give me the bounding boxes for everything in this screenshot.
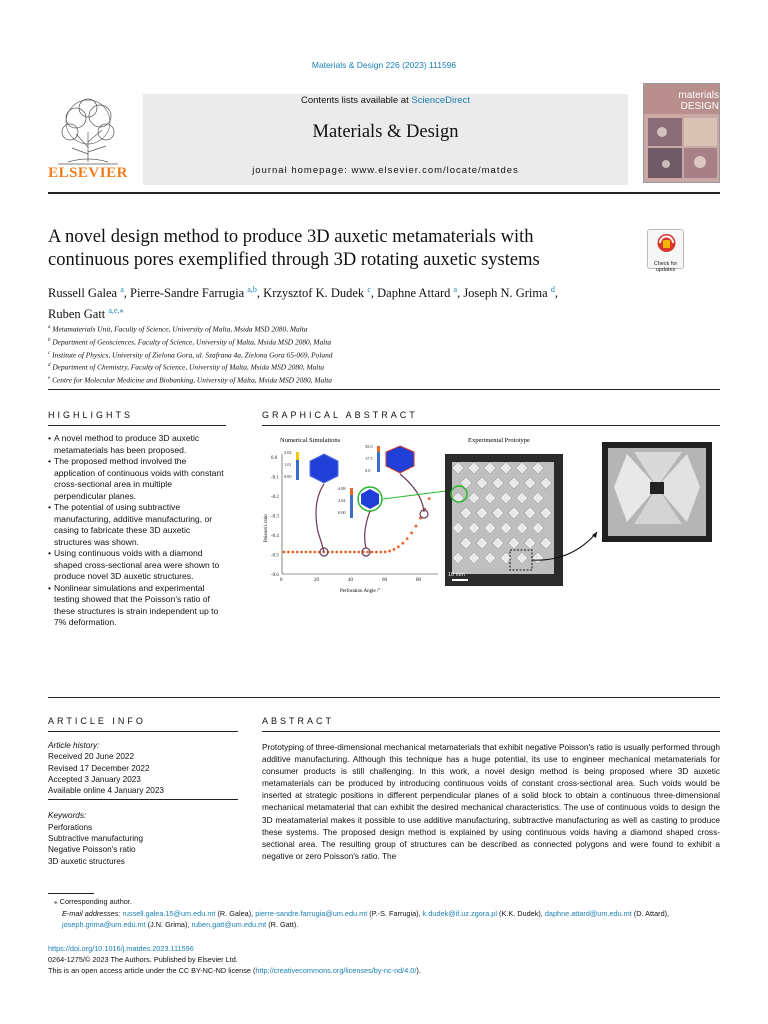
data-point bbox=[410, 531, 413, 534]
affiliation-text: Centre for Molecular Medicine and Biobanking, University of Malta, Msida MSD 2080, Malta bbox=[50, 375, 332, 385]
history-entry: Available online 4 January 2023 bbox=[48, 786, 164, 796]
data-point bbox=[300, 551, 303, 554]
history-entry: Received 20 June 2022 bbox=[48, 752, 135, 762]
check-updates-label: Check for updates bbox=[653, 261, 678, 273]
author-separator: , bbox=[123, 286, 131, 301]
author-affiliation-mark[interactable]: a,e,⁎ bbox=[108, 306, 124, 316]
highlight-item: • The proposed method involved the application of continuous voids with constant cross-sectional area in multiple perpendicular planes. bbox=[48, 456, 226, 502]
author-affiliation-mark[interactable]: a,b bbox=[247, 285, 257, 294]
highlights-list bbox=[48, 433, 226, 629]
contents-prefix: Contents lists available at bbox=[301, 95, 412, 106]
data-point bbox=[428, 497, 431, 500]
article-info-heading: ARTICLE INFO bbox=[48, 716, 146, 726]
affiliation-mark: d bbox=[48, 363, 51, 369]
y-tick-label: -0.5 bbox=[271, 553, 279, 559]
affiliation-text: Department of Chemistry, Faculty of Science, University of Malta, Msida MSD 2080, Malta bbox=[50, 362, 325, 372]
sim-title: Numerical Simulations bbox=[280, 437, 341, 444]
sciencedirect-link[interactable]: ScienceDirect bbox=[411, 95, 470, 106]
author-name[interactable]: Russell Galea bbox=[48, 286, 121, 301]
journal-citation[interactable]: Materials & Design 226 (2023) 111596 bbox=[311, 60, 457, 70]
author-separator: , bbox=[256, 286, 264, 301]
email-link[interactable]: russell.galea.15@um.edu.mt bbox=[122, 909, 216, 918]
data-point bbox=[353, 551, 356, 554]
license-suffix: ). bbox=[416, 966, 421, 975]
publisher-logo-text: ELSEVIER bbox=[48, 165, 128, 181]
data-point bbox=[397, 545, 400, 548]
keyword: Negative Poisson's ratio bbox=[48, 845, 136, 855]
email-link[interactable]: joseph.grima@um.edu.mt bbox=[62, 920, 146, 929]
zoomed-unit-cell-photo bbox=[602, 442, 712, 542]
author-name[interactable]: Daphne Attard bbox=[377, 286, 454, 301]
data-point bbox=[371, 551, 374, 554]
title-block-rule bbox=[48, 389, 720, 390]
affiliation-text: Metamaterials Unit, Faculty of Science, University of Malta, Msida MSD 2080, Malta bbox=[50, 324, 308, 334]
email-owner: (R. Gatt). bbox=[266, 920, 299, 929]
x-tick-label: 80 bbox=[416, 578, 421, 583]
data-point bbox=[357, 551, 360, 554]
article-info-rule bbox=[48, 731, 238, 732]
data-point bbox=[379, 551, 382, 554]
article-history bbox=[48, 740, 238, 867]
data-point bbox=[309, 551, 312, 554]
data-point bbox=[406, 537, 409, 540]
data-point bbox=[344, 551, 347, 554]
y-tick-label: -0.3 bbox=[271, 514, 279, 520]
graphical-abstract-rule bbox=[262, 425, 720, 426]
journal-cover-image bbox=[643, 83, 720, 183]
author-separator: , bbox=[554, 286, 558, 301]
affiliation-text: Department of Geosciences, Faculty of Science, University of Malta, Msida MSD 2080, Malta bbox=[50, 337, 332, 347]
license-link[interactable]: http://creativecommons.org/licenses/by-nc-nd/4.0/ bbox=[255, 966, 417, 975]
abstract-text: Prototyping of three-dimensional mechanical metamaterials that exhibit negative Poisson's ratio is usually performed through additive manufacturing. Although this technique has a huge potential, its use to engineer mechanical metamaterials for consumer products is still challenging. In this work, a novel design method is being proposed where 3D auxetic metamaterials can be produced by introducing continuous voids of constant cross-sectional area. Such voids would be inserted at strategic positions in different perpendicular planes of a solid block to obtain a continuous three-dimensional mechanical metamaterial that can exhibit the desired mechanical characteristics. The use of continuous voids to design the 3D meatamaterial makes it possible to use additive manufacturing, subtractive manufacturing as well as casting to produce these systems. The proposed design method is explained by using continuous voids having a diamond shaped cross-sectional area. The resulting group of structures can be described as connected polygons and were found to exhibit a negative or zero Poisson's ratio. The bbox=[262, 742, 720, 861]
email-owner: (K.K. Dudek), bbox=[497, 909, 545, 918]
affiliation-mark: b bbox=[48, 337, 51, 343]
y-axis-label: Poisson's ratio bbox=[264, 514, 269, 542]
data-point bbox=[375, 551, 378, 554]
footnote-rule bbox=[48, 893, 94, 894]
email-owner: (J.N. Grima), bbox=[145, 920, 192, 929]
data-point bbox=[291, 551, 294, 554]
data-point bbox=[384, 550, 387, 553]
affiliation bbox=[48, 360, 688, 373]
history-entry: Accepted 3 January 2023 bbox=[48, 774, 141, 784]
contents-line bbox=[143, 95, 628, 106]
data-point bbox=[340, 551, 343, 554]
journal-title: Materials & Design bbox=[312, 122, 459, 142]
history-entry: Revised 17 December 2022 bbox=[48, 763, 150, 773]
email-label: E-mail addresses: bbox=[62, 909, 123, 918]
author-name[interactable]: Ruben Gatt bbox=[48, 307, 109, 322]
issn-copyright: 0264-1275/© 2023 The Authors. Published by Elsevier Ltd. bbox=[48, 955, 238, 964]
keyword: 3D auxetic structures bbox=[48, 856, 125, 866]
abstract-rule bbox=[262, 731, 720, 732]
author-separator: , bbox=[457, 286, 464, 301]
experimental-prototype-photo bbox=[445, 454, 563, 586]
license-line bbox=[48, 965, 720, 976]
y-tick-label: -0.4 bbox=[271, 534, 279, 539]
author-name[interactable]: Joseph N. Grima bbox=[463, 286, 551, 301]
keyword: Subtractive manufacturing bbox=[48, 834, 144, 844]
author-affiliation-mark[interactable]: d bbox=[550, 285, 555, 294]
colorbar-label: 4.08 bbox=[338, 486, 346, 491]
x-tick-labels bbox=[280, 578, 422, 583]
affiliation bbox=[48, 335, 688, 348]
affiliation-text: Institute of Physics, University of Zielona Gora, ul. Szafrana 4a, Zielona Gora 65-069, Poland bbox=[50, 350, 333, 359]
email-link[interactable]: pierre-sandre.farrugia@um.edu.mt bbox=[255, 909, 368, 918]
data-point bbox=[283, 551, 286, 554]
y-tick-label: -0.1 bbox=[271, 475, 279, 481]
keyword: Perforations bbox=[48, 822, 93, 832]
article-title: A novel design method to produce 3D auxetic metamaterials with continuous pores exemplified through 3D rotating auxetic systems bbox=[48, 227, 540, 270]
colorbar-label: 35.0 bbox=[365, 444, 373, 449]
y-tick-labels bbox=[271, 456, 279, 578]
affiliation bbox=[48, 373, 688, 386]
poisson-ratio-points bbox=[283, 497, 431, 553]
email-owner: (R. Galea), bbox=[215, 909, 256, 918]
x-tick-label: 0 bbox=[280, 578, 283, 583]
highlights-rule bbox=[48, 425, 226, 426]
affiliation-list bbox=[48, 322, 688, 386]
data-point bbox=[393, 548, 396, 551]
author-affiliation-mark[interactable]: a bbox=[120, 285, 124, 294]
data-point bbox=[305, 551, 308, 554]
x-tick-label: 40 bbox=[348, 578, 353, 583]
data-point bbox=[366, 551, 369, 554]
data-point bbox=[287, 551, 290, 554]
colorbar-label: 2.02 bbox=[284, 450, 292, 455]
check-for-updates-badge[interactable] bbox=[647, 229, 684, 273]
highlight-item: • Nonlinear simulations and experimental testing showed that the Poisson's ratio of these structures is strain independent up to 7% deformation. bbox=[48, 583, 226, 629]
email-link[interactable]: k.dudek@if.uz.zgora.pl bbox=[422, 909, 497, 918]
email-link[interactable]: ruben.gatt@um.edu.mt bbox=[191, 920, 267, 929]
y-tick-label: 0.0 bbox=[271, 456, 278, 461]
colorbar-label: 1.01 bbox=[284, 462, 292, 467]
data-point bbox=[296, 551, 299, 554]
email-owner: (D. Attard), bbox=[631, 909, 670, 918]
x-axis-label: Perforation Angle /° bbox=[340, 589, 381, 594]
colorbar-label: 17.5 bbox=[365, 456, 373, 461]
history-list bbox=[48, 751, 238, 796]
data-point bbox=[313, 551, 316, 554]
highlight-item: • A novel method to produce 3D auxetic metamaterials has been proposed. bbox=[48, 433, 226, 456]
email-owner: (P.-S. Farrugia), bbox=[367, 909, 423, 918]
abstract-heading: ABSTRACT bbox=[262, 716, 335, 726]
data-point bbox=[415, 525, 418, 528]
cover-label: materials DESIGN bbox=[678, 90, 719, 112]
colorbar-label: 0.00 bbox=[284, 474, 292, 479]
author-list bbox=[48, 281, 688, 323]
colorbar-label: 2.04 bbox=[338, 498, 346, 503]
graphical-abstract-heading: GRAPHICAL ABSTRACT bbox=[262, 410, 418, 420]
affiliation-mark: a bbox=[48, 325, 51, 330]
author-affiliation-mark[interactable]: c bbox=[367, 285, 371, 294]
check-updates-icon bbox=[648, 230, 685, 256]
email-addresses bbox=[48, 908, 720, 930]
affiliation bbox=[48, 348, 688, 361]
author-affiliation-mark[interactable]: a bbox=[453, 285, 458, 294]
x-tick-label: 60 bbox=[382, 578, 387, 583]
mid-rule bbox=[48, 697, 720, 698]
data-point bbox=[335, 551, 338, 554]
keywords-rule bbox=[48, 799, 238, 800]
header-rule bbox=[48, 192, 720, 194]
author-name[interactable]: Krzysztof K. Dudek bbox=[263, 286, 368, 301]
author-name[interactable]: Pierre-Sandre Farrugia bbox=[130, 286, 248, 301]
colorbar-label: 0.00 bbox=[338, 510, 346, 515]
email-link[interactable]: daphne.attard@um.edu.mt bbox=[544, 909, 632, 918]
keywords-label: Keywords: bbox=[48, 811, 87, 821]
affiliation bbox=[48, 322, 688, 335]
affiliation-mark: e bbox=[48, 376, 51, 382]
highlights-heading: HIGHLIGHTS bbox=[48, 410, 134, 420]
history-label: Article history: bbox=[48, 741, 100, 750]
data-point bbox=[401, 542, 404, 545]
scale-bar-label: 10 mm bbox=[448, 572, 465, 578]
license-prefix: This is an open access article under the CC BY-NC-ND license ( bbox=[48, 966, 256, 975]
x-tick-label: 20 bbox=[314, 578, 319, 583]
affiliation-mark: c bbox=[48, 350, 51, 356]
highlight-item: • The potential of using subtractive manufacturing, additive manufacturing, or casing to fabricate these 3D auxetic structures was shown. bbox=[48, 502, 226, 548]
highlight-item: • Using continuous voids with a diamond shaped cross-sectional area were shown to produce novel 3D auxetic structures. bbox=[48, 548, 226, 583]
author-separator: , bbox=[370, 286, 378, 301]
data-point bbox=[388, 550, 391, 553]
doi-link[interactable]: https://doi.org/10.1016/j.matdes.2023.111596 bbox=[48, 944, 194, 953]
exp-title: Experimental Prototype bbox=[468, 437, 530, 444]
keywords-list bbox=[48, 822, 238, 867]
data-point bbox=[349, 551, 352, 554]
plot-axes bbox=[282, 454, 438, 574]
simulation-insets bbox=[296, 446, 454, 556]
corresponding-author-note: ⁎ Corresponding author. bbox=[54, 897, 132, 906]
graphical-abstract-figure bbox=[262, 432, 720, 595]
y-tick-label: -0.6 bbox=[271, 573, 279, 578]
journal-homepage[interactable]: journal homepage: www.elsevier.com/locate/matdes bbox=[252, 165, 519, 176]
y-tick-label: -0.2 bbox=[271, 495, 279, 500]
colorbar-label: 0.0 bbox=[365, 468, 371, 473]
data-point bbox=[331, 551, 334, 554]
